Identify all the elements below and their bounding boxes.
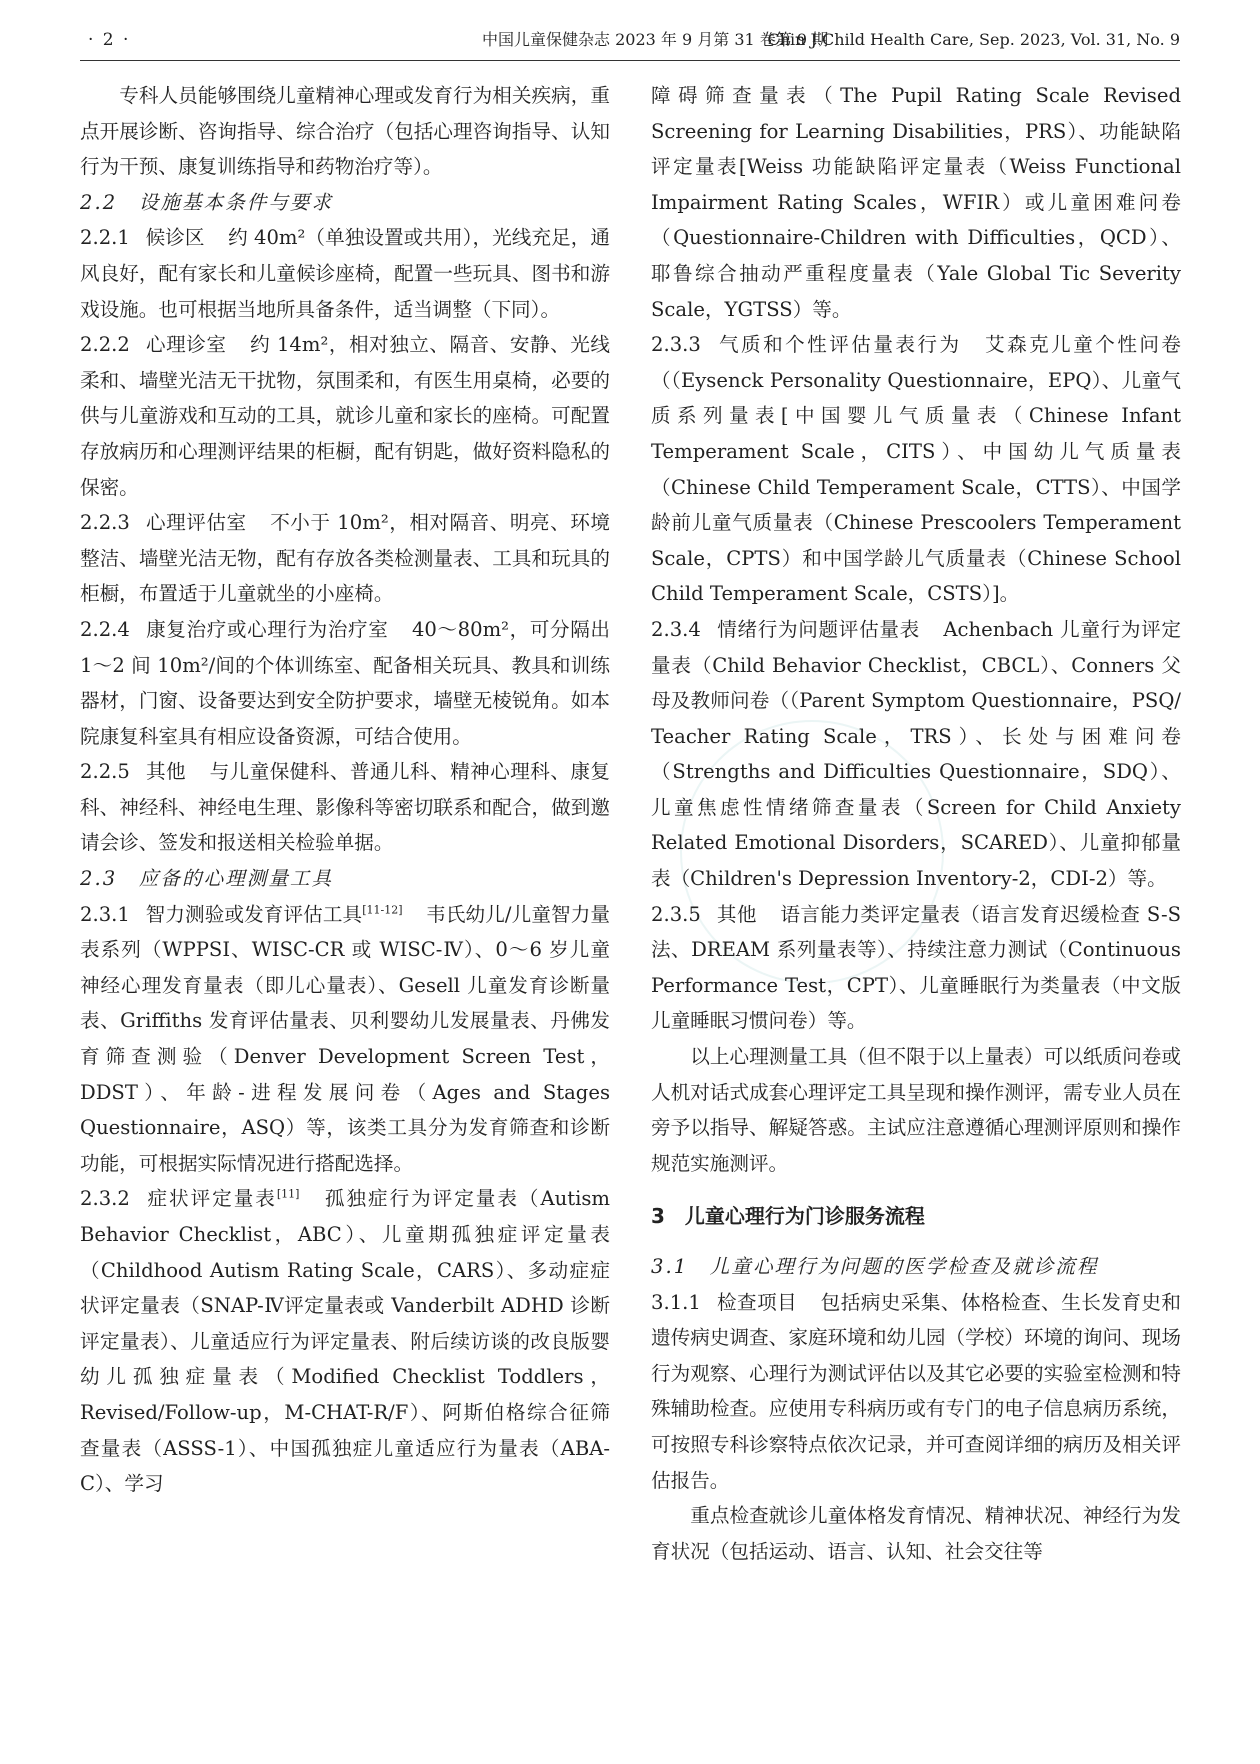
section-text: 约 40m²（单独设置或共用），光线充足，通风良好，配有家长和儿童候诊座椅，配置一些玩具、图书和游戏设施。也可根据当地所具备条件，适当调整（下同）。 [80,226,610,321]
section-text: 语言能力类评定量表（语言发育迟缓检查 S-S 法、DREAM 系列量表等）、持续注意力测试（Continuous Performance Test，CPT）、儿童睡眠行为类量表（中文版儿童睡眠习惯问卷）等。 [651,902,1181,1033]
section-heading-2-2: 2.2 设施基本条件与要求 [80,190,334,214]
section-text: 韦氏幼儿/儿童智力量表系列（WPPSI、WISC-CR 或 WISC-Ⅳ）、0～6 岁儿童神经心理发育量表（即儿心量表）、Gesell 儿童发育诊断量表、Griffiths 发育评估量表、贝利婴幼儿发展量表、丹佛发育筛查测验（Denver Development Screen Test，DDST）、年龄-进程发展问卷（Ages and Stages Questionnaire，ASQ）等，该类工具分为发育筛查和诊断功能，可根据实际情况进行搭配选择。 [80,902,610,1175]
paragraph-2-3-4 [651,612,1181,897]
section-text: 不小于 10m²，相对隔音、明亮、环境整洁、墙壁光洁无物，配有存放各类检测量表、工具和玩具的柜橱，布置适于儿童就坐的小座椅。 [80,511,610,606]
section-title: 检查项目 [716,1290,798,1314]
section-title: 其他 [145,760,187,784]
section-title: 智力测验或发育评估工具 [145,902,363,926]
section-number: 2.3.2 [80,1187,130,1211]
citation: [11] [276,1187,300,1201]
paragraph-2-3-1 [80,897,610,1182]
section-text: Achenbach 儿童行为评定量表（Child Behavior Checklist，CBCL）、Conners 父母及教师问卷（（Parent Symptom Questionnaire，PSQ/ Teacher Rating Scale，TRS）、长处与困难问卷（Strengths and Difficulties Questionnaire，SDQ）、儿童焦虑性情绪筛查量表（Screen for Child Anxiety Related Emotional Disorders，SCARED）、儿童抑郁量表（Children's Depression Inventory-2，CDI-2）等。 [651,617,1181,891]
section-number: 2.3.1 [80,902,130,926]
paragraph: 专科人员能够围绕儿童精神心理或发育行为相关疾病，重点开展诊断、咨询指导、综合治疗（包括心理咨询指导、认知行为干预、康复训练指导和药物治疗等）。 [80,84,610,179]
section-number: 2.3.4 [651,617,701,641]
right-column [651,78,1181,1728]
paragraph-2-3-3 [651,327,1181,612]
section-number: 2.2.1 [80,226,130,250]
paragraph-2-2-3 [80,505,610,612]
section-title: 心理诊室 [145,333,227,357]
paragraph-2-3-5 [651,897,1181,1039]
section-title: 心理评估室 [145,511,247,535]
paragraph-continued: 障碍筛查量表（The Pupil Rating Scale Revised Screening for Learning Disabilities，PRS）、功能缺陷评定量表[Weiss 功能缺陷评定量表（Weiss Functional Impairment Rating Scales，WFIR）或儿童困难问卷（Questionnaire-Children with Difficulties，QCD）、耶鲁综合抽动严重程度量表（Yale Global Tic Severity Scale，YGTSS）等。 [651,84,1181,321]
left-column [80,78,610,1728]
section-number: 3.1.1 [651,1290,701,1314]
paragraph-2-3-2 [80,1181,610,1501]
section-number: 2.2.4 [80,617,130,641]
journal-title-cn: 中国儿童保健杂志 2023 年 9 月第 31 卷第 9 期 [482,30,829,49]
section-title: 康复治疗或心理行为治疗室 [145,617,389,641]
section-number: 2.2.2 [80,333,130,357]
section-text: 包括病史采集、体格检查、生长发育史和遗传病史调查、家庭环境和幼儿园（学校）环境的询问、现场行为观察、心理行为测试评估以及其它必要的实验室检测和特殊辅助检查。应使用专科病历或有专门的电子信息病历系统，可按照专科诊察特点依次记录，并可查阅详细的病历及相关评估报告。 [651,1290,1181,1492]
paragraph-2-2-4 [80,612,610,754]
paragraph-2-2-2 [80,327,610,505]
section-title: 其他 [716,902,757,926]
section-heading-3-1: 3.1 儿童心理行为问题的医学检查及就诊流程 [651,1255,1099,1278]
section-text: 40～80m²，可分隔出 1～2 间 10m²/间的个体训练室、配备相关玩具、教具和训练器材，门窗、设备要达到安全防护要求，墙壁无棱锐角。如本院康复科室具有相应设备资源，可结合使用。 [80,617,610,748]
page-number: · 2 · [88,30,131,50]
section-title: 情绪行为问题评估量表 [716,617,920,641]
section-text: 孤独症行为评定量表（Autism Behavior Checklist，ABC）、儿童期孤独症评定量表（Childhood Autism Rating Scale，CARS）、多动症症状评定量表（SNAP-Ⅳ评定量表或 Vanderbilt ADHD 诊断评定量表）、儿童适应行为评定量表、附后续访谈的改良版婴幼儿孤独症量表（Modified Checklist Toddlers，Revised/Follow-up，M-CHAT-R/F）、阿斯伯格综合征筛查量表（ASSS-1）、中国孤独症儿童适应行为量表（ABA-C）、学习 [80,1187,610,1496]
paragraph: 以上心理测量工具（但不限于以上量表）可以纸质问卷或人机对话式成套心理评定工具呈现和操作测评，需专业人员在旁予以指导、解疑答惑。主试应注意遵循心理测评原则和操作规范实施测评。 [651,1045,1181,1175]
running-header [80,28,1180,60]
citation: [11-12] [362,903,403,917]
section-number: 2.2.5 [80,760,130,784]
section-text: 约 14m²，相对独立、隔音、安静、光线柔和、墙壁光洁无干扰物，氛围柔和，有医生用桌椅，必要的供与儿童游戏和互动的工具，就诊儿童和家长的座椅。可配置存放病历和心理测评结果的柜橱，配有钥匙，做好资料隐私的保密。 [80,333,610,499]
journal-title-en: Chin J Child Health Care, Sep. 2023, Vol. 31, No. 9 [767,30,1180,49]
paragraph-3-1-1 [651,1285,1181,1499]
section-title: 候诊区 [145,226,205,250]
section-title: 症状评定量表 [145,1187,277,1211]
section-title: 气质和个性评估量表行为 [716,333,962,357]
section-number: 2.2.3 [80,511,130,535]
paragraph: 重点检查就诊儿童体格发育情况、精神状况、神经行为发育状况（包括运动、语言、认知、社会交往等 [651,1504,1181,1563]
section-text: 与儿童保健科、普通儿科、精神心理科、康复科、神经科、神经电生理、影像科等密切联系和配合，做到邀请会诊、签发和报送相关检验单据。 [80,760,610,855]
header-rule [80,60,1180,61]
section-text: 艾森克儿童个性问卷（（Eysenck Personality Questionnaire，EPQ）、儿童气质系列量表[中国婴儿气质量表（Chinese Infant Temperament Scale，CITS）、中国幼儿气质量表（Chinese Child Temperament Scale，CTTS）、中国学龄前儿童气质量表（Chinese Prescoolers Temperament Scale，CPTS）和中国学龄儿气质量表（Chinese School Child Temperament Scale，CSTS）]。 [651,333,1181,606]
paragraph-2-2-5 [80,754,610,861]
section-heading-3: 3 儿童心理行为门诊服务流程 [651,1204,925,1229]
section-heading-2-3: 2.3 应备的心理测量工具 [80,867,334,891]
paragraph-2-2-1 [80,220,610,327]
section-number: 2.3.3 [651,333,701,357]
section-number: 2.3.5 [651,902,701,926]
